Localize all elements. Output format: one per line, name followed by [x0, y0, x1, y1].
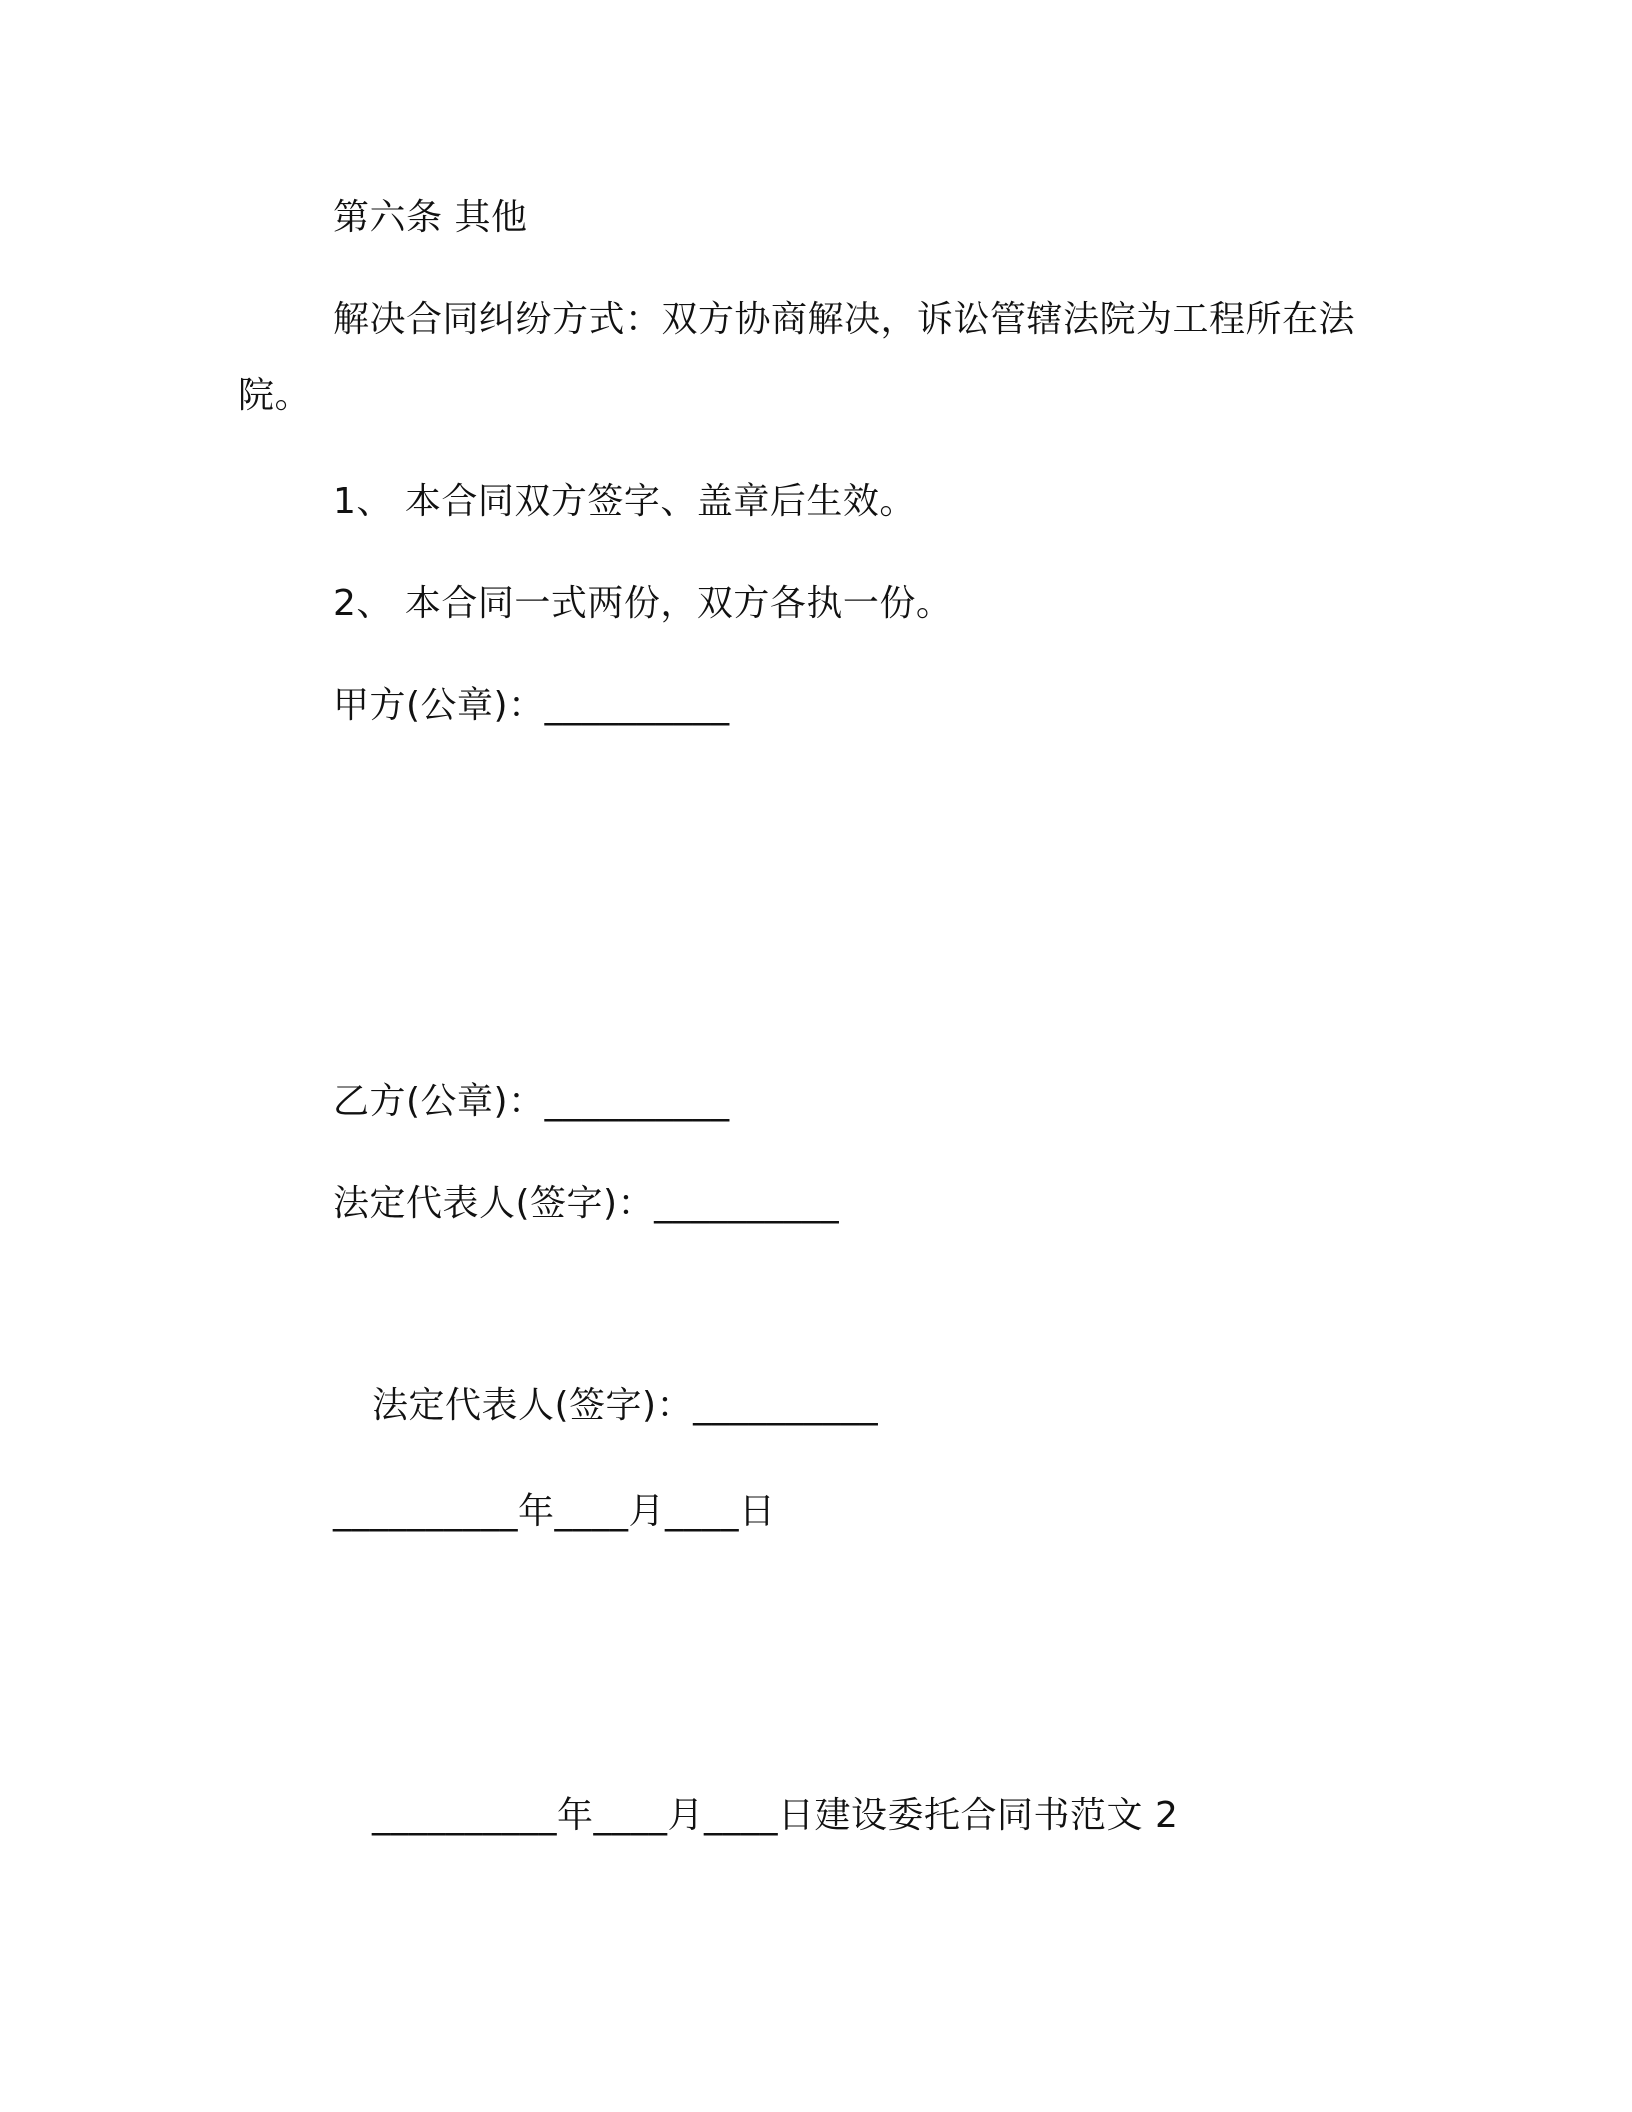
party-b-seal-field: 乙方(公章)：__________ [333, 1081, 730, 1122]
legal-representative-signature-field-2: 法定代表人(签字)：__________ [372, 1385, 879, 1426]
dispute-resolution-text: 解决合同纠纷方式：双方协商解决，诉讼管辖法院为工程所在法 [333, 299, 1356, 340]
legal-representative-signature-field-1: 法定代表人(签字)：__________ [333, 1183, 840, 1224]
dispute-resolution-text-continued: 院。 [238, 375, 312, 416]
date-field-1: __________年____月____日 [333, 1491, 776, 1532]
clause-item-1: 1、 本合同双方签字、盖章后生效。 [333, 481, 916, 522]
article-heading: 第六条 其他 [333, 197, 528, 238]
date-field-2-with-title: __________年____月____日建设委托合同书范文 2 [372, 1795, 1179, 1836]
party-a-seal-field: 甲方(公章)：__________ [333, 685, 730, 726]
clause-item-2: 2、 本合同一式两份，双方各执一份。 [333, 583, 953, 624]
